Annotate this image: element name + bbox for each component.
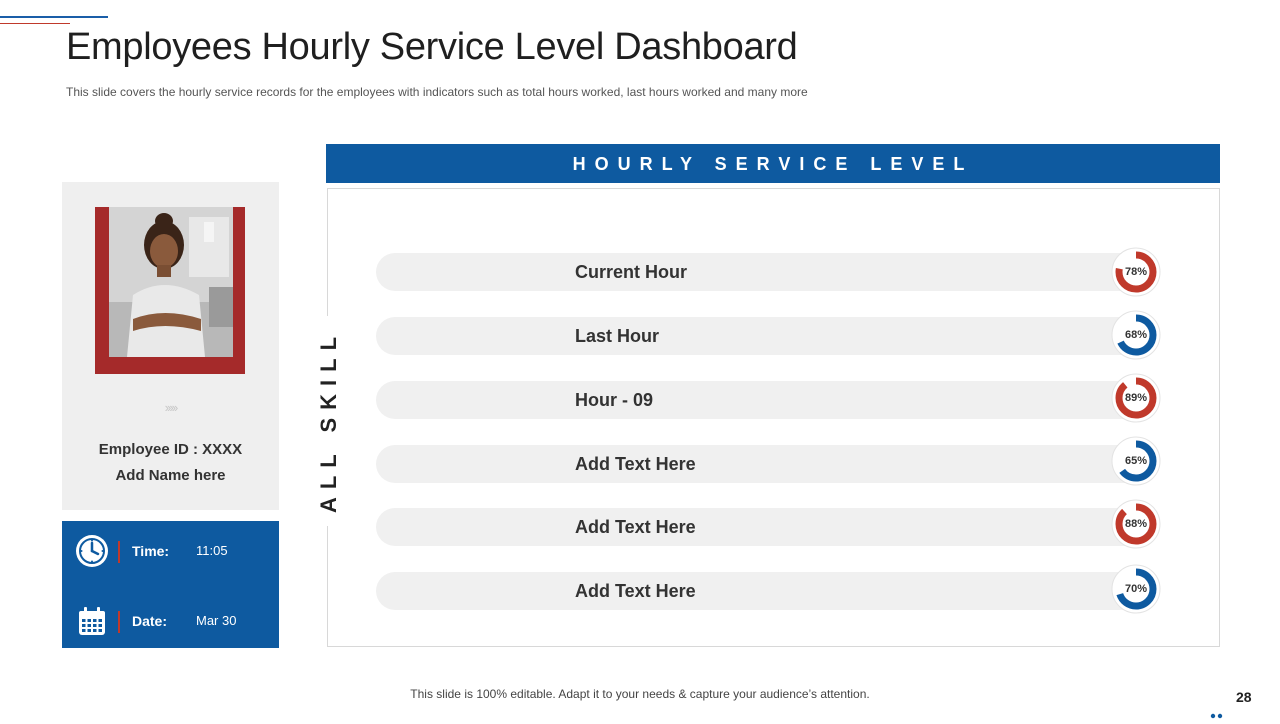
- row-pill[interactable]: [376, 253, 1146, 291]
- corner-accent-red: [0, 23, 70, 24]
- employee-photo[interactable]: [109, 207, 233, 357]
- row-label: Last Hour: [575, 326, 660, 346]
- gauge-percent-label: 78%: [1124, 266, 1148, 278]
- gauge-percent-label: 68%: [1124, 329, 1148, 341]
- row-label: Add Text Here: [575, 581, 696, 601]
- time-row: [62, 529, 279, 579]
- photo-frame: [95, 207, 245, 374]
- date-label: Date:: [132, 613, 168, 629]
- gauge-percent-label: 65%: [1124, 455, 1148, 467]
- employee-name: Add Name here: [115, 467, 226, 484]
- time-date-box: [62, 521, 279, 648]
- slide-title: Employees Hourly Service Level Dashboard: [66, 26, 798, 68]
- chevrons-decoration: ›››››: [164, 400, 177, 415]
- all-skill-label: ALL SKILL: [316, 328, 341, 514]
- all-skill-label-box: [307, 316, 351, 526]
- gauge-percent-label: 70%: [1124, 583, 1148, 595]
- gauge-percent-label: 89%: [1124, 392, 1148, 404]
- employee-profile-card: [62, 182, 279, 510]
- slide-subtitle: This slide covers the hourly service records for the employees with indicators such as total hours worked, last hours worked and many more: [66, 85, 808, 99]
- dots-decoration-icon: [1210, 706, 1224, 724]
- time-label: Time:: [132, 543, 170, 559]
- row-label: Add Text Here: [575, 517, 696, 537]
- row-pill[interactable]: [376, 381, 1146, 419]
- date-value: Mar 30: [196, 613, 237, 628]
- row-pill[interactable]: [376, 508, 1146, 546]
- percent-gauge: [1110, 498, 1162, 550]
- percent-gauge: [1110, 435, 1162, 487]
- time-value: 11:05: [196, 543, 228, 558]
- clock-icon: [74, 533, 110, 569]
- time-divider: [118, 541, 120, 563]
- hourly-service-level-header: HOURLY SERVICE LEVEL: [326, 144, 1220, 183]
- date-divider: [118, 611, 120, 633]
- footer-note: This slide is 100% editable. Adapt it to your needs & capture your audience’s attention.: [410, 687, 870, 701]
- row-pill[interactable]: [376, 572, 1146, 610]
- calendar-icon: [74, 603, 110, 639]
- row-pill[interactable]: [376, 317, 1146, 355]
- corner-accent-blue: [0, 16, 108, 18]
- employee-id: Employee ID : XXXX: [98, 441, 243, 458]
- row-label: Current Hour: [575, 262, 687, 282]
- row-label: Hour - 09: [575, 390, 654, 410]
- percent-gauge: [1110, 309, 1162, 361]
- date-row: [62, 599, 279, 649]
- percent-gauge: [1110, 563, 1162, 615]
- percent-gauge: [1110, 246, 1162, 298]
- gauge-percent-label: 88%: [1124, 518, 1148, 530]
- row-pill[interactable]: [376, 445, 1146, 483]
- page-number: 28: [1236, 689, 1252, 705]
- row-label: Add Text Here: [575, 454, 696, 474]
- percent-gauge: [1110, 372, 1162, 424]
